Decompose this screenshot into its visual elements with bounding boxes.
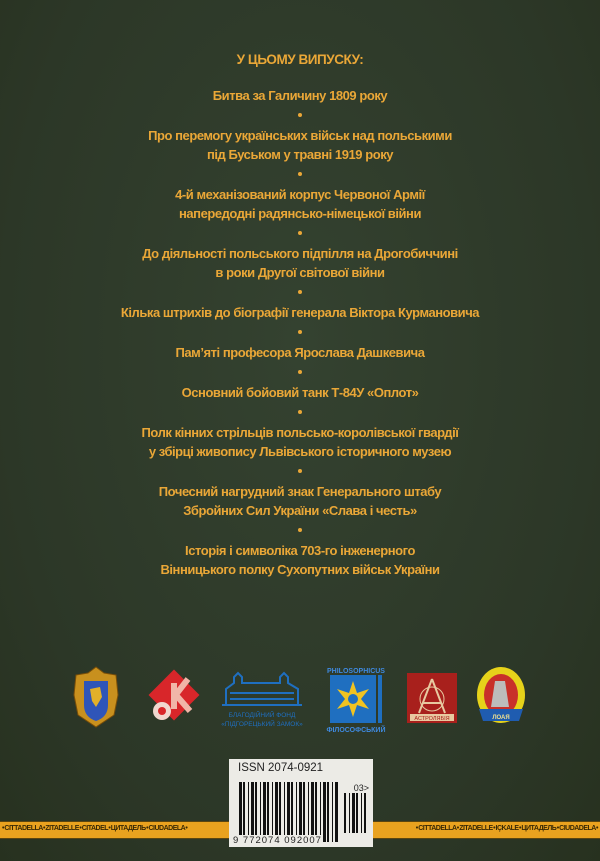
- bullet-separator: [298, 172, 302, 176]
- barcode-bar: [263, 782, 266, 842]
- issn-label: ISSN 2074-0921: [238, 762, 324, 774]
- toc-item-line: До діяльності польського підпілля на Дрогобиччині: [142, 246, 458, 261]
- toc-item: [0, 244, 600, 282]
- loaya-logo: [475, 665, 527, 727]
- barcode-bar: [349, 793, 350, 833]
- sponsor-logos: [0, 665, 600, 735]
- toc-item: [0, 541, 600, 579]
- bullet-separator: [298, 290, 302, 294]
- astrolabe-logo: [407, 673, 457, 725]
- barcode-bar: [356, 793, 358, 833]
- barcode-bar: [267, 782, 269, 842]
- issn-barcode: [229, 759, 373, 847]
- stripe-text-right: • CITTADELLA • ZITADELLE • IÇKALE • ЦИТАДЕЛЬ • CIUDADELA •: [415, 825, 598, 832]
- barcode-bar: [335, 782, 338, 842]
- toc-item-line: у збірці живопису Львівського історичного музею: [148, 444, 452, 459]
- toc-item-line: Вінницького полку Сухопутних військ України: [160, 562, 440, 577]
- podhorodetsky-castle-fund-logo: [220, 669, 305, 731]
- philo-top: PHILOSOPHICUS: [327, 668, 385, 675]
- bullet-separator: [298, 469, 302, 473]
- coat-of-arms-logo: [70, 665, 122, 733]
- toc-item: [0, 303, 600, 322]
- toc-item-line: Історія і символіка 703-го інженерного: [185, 543, 415, 558]
- barcode-bar: [287, 782, 290, 842]
- toc-item: [0, 482, 600, 520]
- barcode-bar: [361, 793, 362, 833]
- toc-item-line: Полк кінних стрільців польсько-королівської гвардії: [141, 425, 459, 440]
- toc-item: [0, 126, 600, 164]
- barcode-bar: [311, 782, 314, 842]
- barcode-bar: [296, 782, 297, 842]
- barcode-bar: [352, 793, 355, 833]
- addon-bars: [344, 793, 366, 833]
- toc-item: [0, 185, 600, 223]
- barcode-bar: [344, 793, 346, 833]
- barcode-bar: [260, 782, 261, 842]
- toc-item-line: Основний бойовий танк Т-84У «Оплот»: [181, 385, 419, 400]
- barcode-bar: [327, 782, 329, 842]
- barcode-bar: [308, 782, 309, 842]
- astro-label: АСТРОЛЯБІЯ: [414, 716, 450, 722]
- barcode-bar: [332, 782, 333, 842]
- barcode-bar: [275, 782, 278, 842]
- bullet-separator: [298, 113, 302, 117]
- bullet-separator: [298, 231, 302, 235]
- toc-item-line: Битва за Галичину 1809 року: [212, 88, 388, 103]
- bullet-separator: [298, 370, 302, 374]
- barcode-bar: [291, 782, 293, 842]
- barcode-bar: [255, 782, 257, 842]
- stripe-text-left: • CITTADELLA • ZITADELLE • CITADEL • ЦИТАДЕЛЬ • CIUDADELA •: [2, 825, 188, 832]
- barcode-bar: [299, 782, 302, 842]
- toc-item: [0, 383, 600, 402]
- barcode-bar: [239, 782, 242, 842]
- toc-title: У ЦЬОМУ ВИПУСКУ:: [236, 52, 364, 67]
- loaya-label: ЛОАЯ: [492, 715, 510, 721]
- barcode-bar: [251, 782, 254, 842]
- bullet-separator: [298, 528, 302, 532]
- barcode-bar: [284, 782, 285, 842]
- barcode-bar: [320, 782, 321, 842]
- bullet-separator: [298, 330, 302, 334]
- barcode-bar: [272, 782, 273, 842]
- barcode-bars: [239, 782, 339, 842]
- toc-item-line: в роки Другої світової війни: [215, 265, 385, 280]
- barcode-digits: 9 772074 092007: [233, 835, 322, 846]
- barcode-bar: [323, 782, 326, 842]
- toc-item: [0, 423, 600, 461]
- barcode-bar: [279, 782, 281, 842]
- philosophicus-logo: [326, 666, 386, 736]
- barcode-bar: [364, 793, 366, 833]
- toc-item-line: Збройних Сил України «Слава і честь»: [183, 503, 417, 518]
- toc-item: [0, 343, 600, 362]
- fund-line1: БЛАГОДІЙНИЙ ФОНД: [228, 712, 296, 719]
- toc-item-line: Про перемогу українських військ над польськими: [148, 128, 452, 143]
- k-logo: [138, 669, 208, 729]
- barcode-bar: [315, 782, 317, 842]
- barcode-bar: [248, 782, 249, 842]
- toc-item-line: під Буськом у травні 1919 року: [206, 147, 394, 162]
- toc-item-line: Почесний нагрудний знак Генерального штабу: [158, 484, 442, 499]
- barcode-addon: 03>: [353, 783, 369, 793]
- fund-line2: «ПІДГОРЕЦЬКИЙ ЗАМОК»: [221, 721, 303, 728]
- toc-item-line: 4-й механізований корпус Червоної Армії: [175, 187, 425, 202]
- toc-item: [0, 86, 600, 105]
- table-of-contents: [0, 52, 600, 579]
- philo-bottom: ФІЛОСОФСЬКИЙ: [326, 727, 386, 734]
- toc-item-line: напередодні радянсько-німецької війни: [179, 206, 421, 221]
- toc-items: [0, 86, 600, 579]
- barcode-bar: [243, 782, 245, 842]
- toc-item-line: Пам’яті професора Ярослава Дашкевича: [175, 345, 425, 360]
- barcode-bar: [303, 782, 305, 842]
- toc-item-line: Кілька штрихів до біографії генерала Віктора Курмановича: [120, 305, 480, 320]
- bullet-separator: [298, 410, 302, 414]
